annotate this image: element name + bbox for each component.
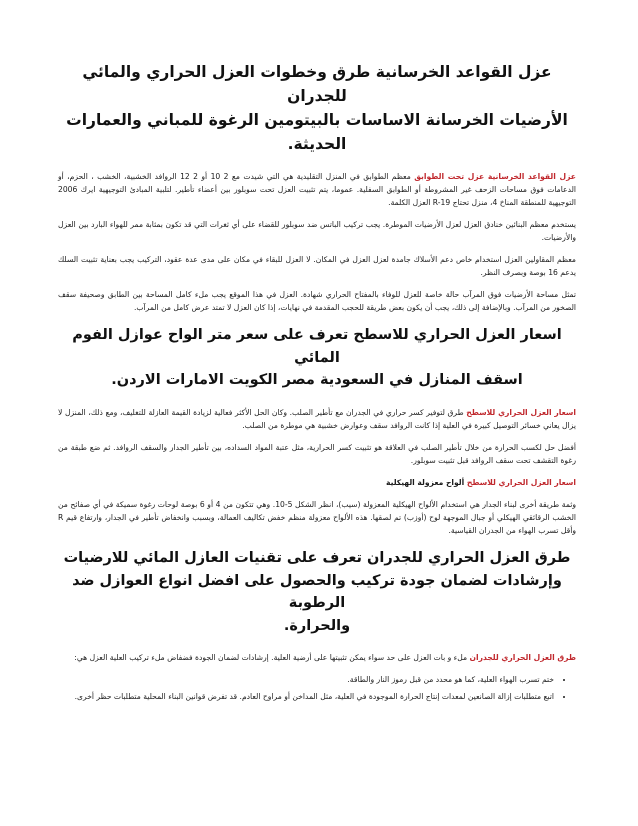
paragraph: معظم المقاولين العزل استخدام خاص دعم الأسلاك جامدة لعزل العزل في المكان. لا العزل للبقاء في مكان على مدى عدة عقود، التركيب يجب بعناية تثبيت السلك يدعم 16 بوصة وبصرف النظر. <box>58 255 576 278</box>
title-line: عزل القواعد الخرسانية طرق وخطوات العزل الحراري والمائي للجدران <box>82 63 552 106</box>
red-lead: اسعار العزل الحراري للاسطح <box>466 478 576 488</box>
paragraph <box>58 406 576 432</box>
paragraph-text: ملء و بات العزل على حد سواء يمكن تثبيتها على أرضية العلية. إرشادات لضمان الجودة فضفاض ملء تركيب العلية العزل هي: <box>74 653 470 663</box>
paragraph <box>58 170 576 209</box>
paragraph: يستخدم معظم البنائين خنادق العزل لعزل الأرضيات الموطرة. يجب تركيب الباتس ضد سوبلور للقضاء على أي ثغرات التي قد تكون بمثابة ممر للهواء البارد بين العزل والأرضيات. <box>58 220 576 243</box>
section-title <box>58 547 576 637</box>
main-title <box>58 60 576 156</box>
paragraph-text: طرق لتوفير كسر حراري في الجدران مع تأطير الصلب. وكان الحل الأكثر فعالية لزيادة القيمة العازلة للتغليف، ومع ذلك، المنزل لا يزال يعاني خسائر التوصيل كبيرة في العلية إذا كانت الروافد سقف وعوارض خشبية هي موطرة من الصلب. <box>58 407 576 430</box>
red-lead: اسعار العزل الحراري للاسطح <box>466 407 576 417</box>
red-lead: عزل القواعد الخرسانية عزل تحت الطوابق <box>414 172 576 182</box>
title-line: وإرشادات لضمان جودة تركيب والحصول على افضل انواع العوازل ضد الرطوبة <box>72 572 562 612</box>
paragraph-text: معظم الطوابق في المنزل التقليدية هي التي شيدت مع 2 10 أو 2 12 الروافد الخشبية، الخشب ، الحزم، أو الدعامات فوق مساحات الزحف غير المشروطة أو الطوابق السفلية. عموما، يتم تثبيت العزل تحت سوبلور بين أعضاء تأطير. لتلبية المبادئ التوجيهية ايرك 2006 التوجيهية للمنطقة المناخ 4، منزل تحتاج R-19 العزل الكلمة. <box>58 172 576 208</box>
red-lead: طرق العزل الحراري للجدران <box>469 653 576 663</box>
title-line: والحرارة. <box>283 617 351 634</box>
title-line: الأرضيات الخرسانة الاساسات بالبيتومين الرغوة للمباني والعمارات الحديثة. <box>66 111 568 154</box>
title-line: اسعار العزل الحراري للاسطح تعرف على سعر متر الواح عوازل الفوم المائي <box>72 327 562 366</box>
paragraph <box>58 651 576 664</box>
paragraph: أفضل حل لكسب الحرارة من خلال تأطير الصلب في العلاقة هو تثبيت كسر الحرارية، مثل عتبة المواد السداده، بين تأطير الجدار والسقف الروافد. ثم ضع طبقة من رغوة التقشف تحت سقف الروافد قبل تثبيت سوبلور. <box>58 442 576 466</box>
bold-text: ألواح معزولة الهيكلية <box>385 478 467 488</box>
list-item: • ختم تسرب الهواء العلية، كما هو محدد من قبل رموز النار والطاقة. <box>58 673 554 686</box>
title-line: طرق العزل الحراري للجدران تعرف على تقنيات العازل المائي للارضيات <box>63 550 571 567</box>
bullet-list <box>58 673 576 703</box>
paragraph: وثمة طريقة أخرى لبناء الجدار هي استخدام الألواح الهيكلية المعزولة (سيب)، انظر الشكل 5-10. وهي تتكون من 4 أو 6 بوصة لوحات رغوة سميكة في أي صفائح من الخشب الرقائقي الهيكلي أو جبال الموجهة لوح (أوزب) تم لصقها. هذه الألواح معزولة منظم خفض تكاليف العمالة، وبسبب وانخفاض تأطير في الجدار، وارتفاع قيم R وأقل تسرب الهواء من الجدران القياسية. <box>58 500 577 536</box>
list-item: • اتبع متطلبات إزالة الصانعين لمعدات إنتاج الحرارة الموجودة في العلية، مثل المداخن أو مراوح العادم. قد تفرض قوانين البناء المحلية متطلبات حظر أخرى. <box>58 690 554 703</box>
section-title <box>58 324 576 391</box>
paragraph <box>58 476 576 489</box>
title-line: اسقف المنازل في السعودية مصر الكويت الامارات الاردن. <box>111 372 523 389</box>
paragraph: تمثل مساحة الأرضيات فوق المرآب حالة خاصة للعزل للوفاء بالمفتاح الحراري شهادة. العزل في هذا الموقع يجب ملء كامل المساحة بين الطابق وصحيفة سقف الصخور من المرآب. وبالإضافة إلى ذلك، يجب أن يكون بعض طريقة للحجب المقدمة في نهايات، إذا كان العزل لا تمتد عرض كامل من المرآب. <box>58 290 576 313</box>
